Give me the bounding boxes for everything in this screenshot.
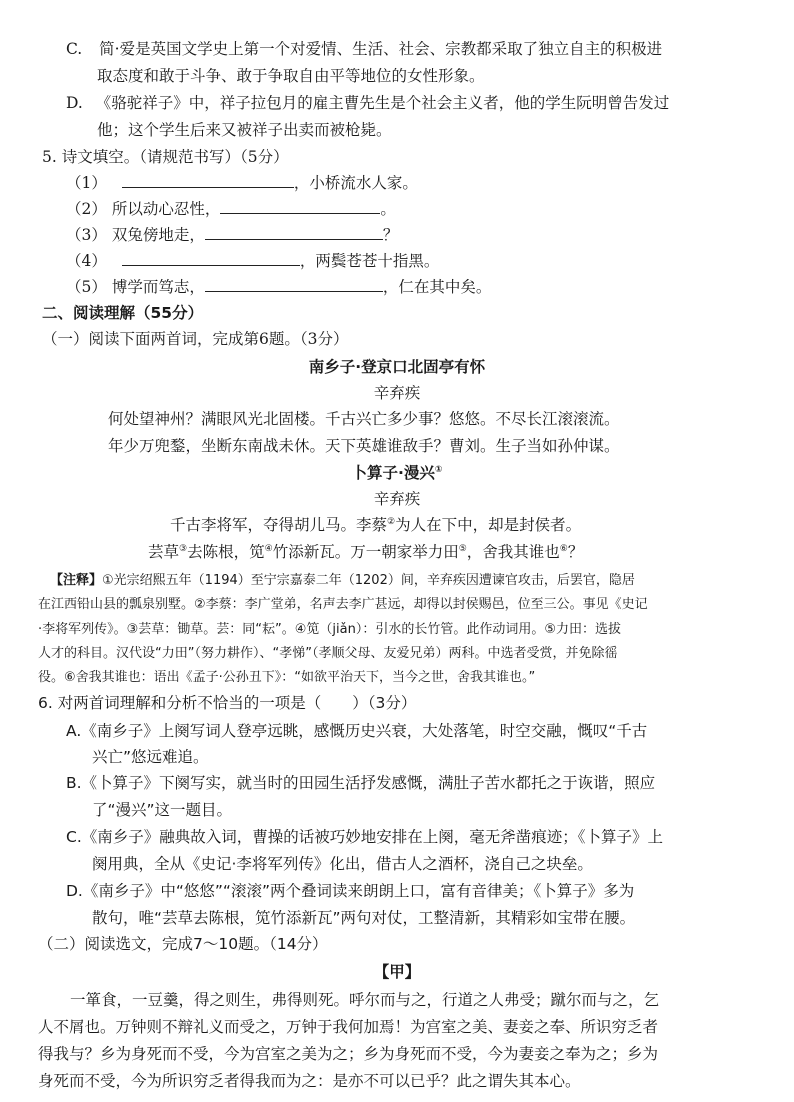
q6-option-c-line1: C.《南乡子》融典故入词，曹操的话被巧妙地安排在上阕，毫无斧凿痕迹；《卜算子》上 — [66, 828, 664, 846]
q5-item-3 — [66, 224, 398, 246]
q6-option-a-line2: 兴亡”悠远难追。 — [92, 748, 209, 766]
q5-item-2 — [66, 198, 396, 220]
footnote-marker: ③ — [179, 543, 188, 554]
poem1-author: 辛弃疾 — [373, 384, 421, 402]
section-jia-label: 【甲】 — [373, 963, 421, 981]
option-label: C. — [66, 40, 83, 58]
notes-line3: ·李将军列传》。③芸草：锄草。芸：同“耘”。④笕（jiǎn）：引水的长竹管。此作动词用。⑤力田：选拔 — [38, 622, 621, 637]
option-label: D. — [66, 94, 83, 112]
poem1-line2: 年少万兜鍪，坐断东南战未休。天下英雄谁敌手？曹刘。生子当如孙仲谋。 — [108, 437, 620, 455]
option-text: 简·爱是英国文学史上第一个对爱情、生活、社会、宗教都采取了独立自主的积极进 — [99, 40, 663, 58]
footnote-marker: ④ — [264, 543, 273, 554]
item-text: ？ — [382, 226, 399, 244]
poem1-title: 南乡子·登京口北固亭有怀 — [308, 358, 486, 376]
q5-item-4 — [66, 250, 439, 272]
q4-option-c-line2: 取态度和敢于斗争、敢于争取自由平等地位的女性形象。 — [97, 67, 485, 85]
part1-heading: （一）阅读下面两首词，完成第6题。（3分） — [42, 330, 349, 348]
item-text: ，仁在其中矣。 — [382, 278, 492, 296]
q6-stem: 6. 对两首词理解和分析不恰当的一项是（ ）（3分） — [38, 694, 417, 712]
notes-label: 【注释】 — [50, 573, 103, 588]
item-text: 。 — [380, 200, 396, 218]
section-heading: 二、阅读理解（55分） — [42, 304, 204, 322]
footnote-marker: ⑥ — [559, 543, 568, 554]
q6-option-d-line2: 散句，唯“芸草去陈根，笕竹添新瓦”两句对仗，工整清新，其精彩如宝带在腰。 — [92, 909, 636, 927]
passage-line3: 得我与？乡为身死而不受，今为宫室之美为之；乡为身死而不受，今为妻妾之奉为之；乡为 — [38, 1045, 659, 1063]
answer-blank[interactable] — [220, 198, 380, 214]
option-text: 《骆驼祥子》中，祥子拉包月的雇主曹先生是个社会主义者，他的学生阮明曾告发过 — [95, 94, 670, 112]
footnote-marker: ① — [434, 464, 443, 475]
q5-stem: 5. 诗文填空。（请规范书写）（5分） — [42, 148, 289, 166]
poem-text: 千古李将军，夺得胡儿马。李蔡 — [170, 516, 388, 534]
q5-item-5 — [66, 276, 491, 298]
q4-option-d-line2: 他；这个学生后来又被祥子出卖而被枪毙。 — [97, 121, 392, 139]
poem-text: 竹添新瓦。万一朝家举力田 — [272, 543, 459, 561]
q6-option-b-line1: B.《卜算子》下阕写实，就当时的田园生活抒发感慨，满肚子苦水都托之于诙谐，照应 — [66, 774, 656, 792]
q6-option-a-line1: A.《南乡子》上阕写词人登亭远眺，感慨历史兴衰，大处落笔，时空交融，慨叹“千古 — [66, 722, 648, 740]
poem2-title-text: 卜算子·漫兴 — [351, 464, 435, 482]
poem2-line1 — [170, 514, 581, 536]
item-text: ，两鬓苍苍十指黑。 — [299, 252, 440, 270]
q4-option-c-line1 — [66, 38, 662, 60]
passage-line4: 身死而不受，今为所识穷乏者得我而为之：是亦不可以已乎？此之谓失其本心。 — [38, 1072, 581, 1090]
notes-line2: 在江西铅山县的瓢泉别墅。②李蔡：李广堂弟，名声去李广甚远，却得以封侯赐邑，位至三公。事见《史记 — [38, 597, 648, 612]
item-text: 所以动心忍性， — [111, 200, 221, 218]
poem2-author: 辛弃疾 — [373, 490, 421, 508]
poem-text: ？ — [567, 543, 584, 561]
poem1-line1: 何处望神州？满眼风光北固楼。千古兴亡多少事？悠悠。不尽长江滚滚流。 — [108, 410, 620, 428]
item-number: （1） — [66, 174, 107, 192]
passage-line1: 一箪食，一豆羹，得之则生，弗得则死。呼尔而与之，行道之人弗受；蹴尔而与之，乞 — [70, 991, 660, 1009]
q4-option-d-line1 — [66, 92, 669, 114]
answer-blank[interactable] — [205, 276, 383, 292]
notes-line4: 人才的科目。汉代设“力田”（努力耕作）、“孝悌”（孝顺父母、友爱兄弟）两科。中选者受赏，并免除徭 — [38, 646, 618, 661]
poem-text: 去陈根，笕 — [187, 543, 265, 561]
notes-text: ①光宗绍熙五年（1194）至宁宗嘉泰二年（1202）间，辛弃疾因遭谏官攻击，后罢官，隐居 — [102, 573, 635, 588]
item-number: （3） — [66, 226, 107, 244]
poem-text: 为人在下中，却是封侯者。 — [395, 516, 582, 534]
item-number: （4） — [66, 252, 107, 270]
passage-line2: 人不屑也。万钟则不辩礼义而受之，万钟于我何加焉！为宫室之美、妻妾之奉、所识穷乏者 — [38, 1018, 659, 1036]
notes-line1 — [50, 570, 635, 592]
answer-blank[interactable] — [205, 224, 383, 240]
answer-blank[interactable] — [122, 172, 294, 188]
q6-option-d-line1: D.《南乡子》中“悠悠”“滚滚”两个叠词读来朗朗上口，富有音律美；《卜算子》多为 — [66, 882, 635, 900]
poem-text: ，舍我其谁也 — [466, 543, 560, 561]
q6-option-b-line2: 了“漫兴”这一题目。 — [92, 801, 233, 819]
notes-line5: 役。⑥舍我其谁也：语出《孟子·公孙丑下》：“如欲平治天下，当今之世，舍我其谁也。” — [38, 670, 536, 685]
item-number: （5） — [66, 278, 107, 296]
footnote-marker: ⑤ — [458, 543, 467, 554]
q5-item-1 — [66, 172, 418, 194]
part2-heading: （二）阅读选文，完成7～10题。（14分） — [38, 935, 328, 953]
answer-blank[interactable] — [122, 250, 300, 266]
poem-text: 芸草 — [148, 543, 180, 561]
poem2-title — [0, 462, 794, 484]
item-number: （2） — [66, 200, 107, 218]
footnote-marker: ② — [387, 516, 396, 527]
poem2-line2 — [148, 541, 583, 563]
item-text: 双兔傍地走， — [111, 226, 205, 244]
q6-option-c-line2: 阕用典，全从《史记·李将军列传》化出，借古人之酒杯，浇自己之块垒。 — [92, 855, 593, 873]
item-text: ，小桥流水人家。 — [293, 174, 418, 192]
item-text: 博学而笃志， — [111, 278, 205, 296]
